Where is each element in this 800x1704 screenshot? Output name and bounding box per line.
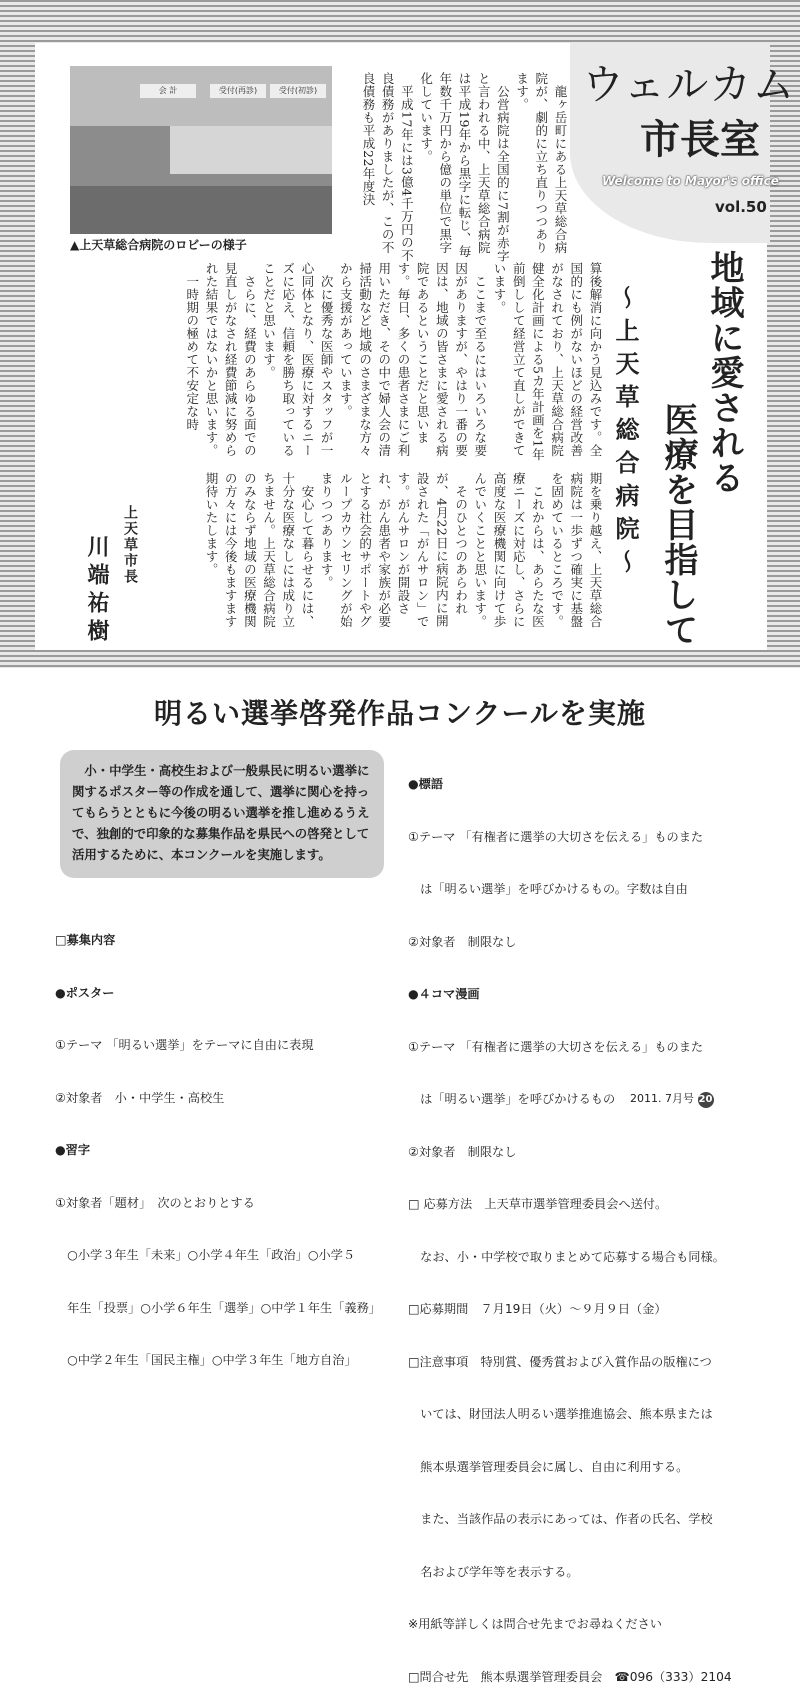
list-item: ●ポスター	[55, 985, 115, 1000]
paragraph: 一時期の極めて不安定な時	[184, 274, 200, 431]
list-item: なお、小・中学校で取りまとめて応募する場合も同様。	[408, 1249, 725, 1264]
list-item: は「明るい選挙」を呼びかけるもの	[408, 1092, 616, 1106]
paragraph: 龍ヶ岳町にある上天草総合病院が、劇的に立ち直りつつあります。	[514, 72, 568, 254]
list-item: ○中学２年生「国民主権」○中学３年生「地方自治」	[55, 1353, 357, 1367]
list-item: ①テーマ 「有権者に選挙の大切さを伝える」ものまた	[408, 829, 704, 844]
column-english: Welcome to Mayor's office	[602, 174, 779, 188]
list-item: また、当該作品の表示にあっては、作者の氏名、学校	[408, 1512, 713, 1526]
list-item: ②対象者 小・中学生・高校生	[55, 1090, 225, 1105]
paragraph: さらに、経費のあらゆる面での見直しがなされ経費節減に努められた結果ではないかと思います。	[203, 262, 258, 457]
article-text-lower	[75, 262, 605, 462]
paragraph: これからは、あらたな医療ニーズに対応し、さらに高度な医療機関に向けて歩んでいくことと思います。	[472, 472, 546, 628]
list-item: ●４コマ漫画	[408, 987, 480, 1001]
paragraph: 次に優秀な医師やスタッフが一心同体となり、医療に対するニーズに応え、信頼を勝ち取っていることだと思います。	[261, 262, 335, 457]
list-item: □募集内容	[55, 933, 116, 947]
paragraph: ここまで至るにはいろいろな要因がありますが、やはり一番の要因は、地域の皆さまに愛される病院であるということだと思います。毎日、多くの患者さまにご利用いただき、その中で婦人会の清掃活動など地域のさまざまな方々から支援があっています。	[338, 262, 488, 457]
notice-title: 明るい選挙啓発作品コンクールを実施	[154, 697, 646, 730]
photo-sign-revisit: 受付(再診)	[210, 84, 266, 98]
list-item: 年生「投票」○小学６年生「選挙」○中学１年生「義務」	[55, 1300, 381, 1315]
list-item: 熊本県選挙管理委員会に属し、自由に利用する。	[408, 1459, 689, 1474]
paragraph: 算後解消に向かう見込みです。全国的にも例がないほどの経営改善がなされており、上天草総合病院健全化計画による5カ年計画を1年前倒しして経営立て直しができています。	[491, 262, 603, 461]
photo-sign-accounting: 会 計	[140, 84, 196, 98]
paragraph: そのひとつのあらわれが、4月22日に病院内に開設された「がんサロン」です。がんサロンが開設され、がん患者や家族が必要とする社会的サポートやグループカウンセリングが始まりつつあります。	[319, 472, 469, 628]
paragraph: 公営病院は全国的に7割が赤字と言われる中、上天草総合病院は平成19年から黒字に転じ、毎年数千万円から億の単位で黒字化しています。	[418, 72, 511, 262]
list-item: □ 応募方法 上天草市選挙管理委員会へ送付。	[408, 1197, 668, 1211]
notice-right-list	[408, 741, 732, 1704]
notice-intro: 小・中学生・高校生および一般県民に明るい選挙に関するポスター等の作成を通して、選挙に関心を持ってもらうとともに今後の明るい選挙を推し進めるうえで、独創的で印象的な募集作品を県民への啓発として活用するために、本コンクールを実施します。	[60, 750, 384, 878]
list-item: ●習字	[55, 1143, 91, 1157]
photo-counter	[170, 126, 332, 174]
article-subtitle: ～上天草総合病院～	[611, 285, 639, 582]
list-item: ②対象者 制限なし	[408, 934, 517, 949]
list-item: ●標語	[408, 777, 444, 791]
list-item: ※用紙等詳しくは問合せ先までお尋ねください	[408, 1617, 662, 1631]
list-item: ○小学３年生「未来」○小学４年生「政治」○小学５	[55, 1248, 356, 1262]
volume-number: vol.50	[715, 198, 767, 216]
page-number: 20	[698, 1092, 714, 1108]
list-item: □注意事項 特別賞、優秀賞および入賞作品の版権につ	[408, 1354, 712, 1369]
list-item: 名および学年等を表示する。	[408, 1564, 579, 1579]
article-text-bottom	[203, 472, 605, 637]
paragraph: 平成17年には3億4千万円の不良債務がありましたが、この不良債務も平成22年度決	[360, 72, 415, 262]
photo-sign-first-visit: 受付(初診)	[270, 84, 326, 98]
notice-left-list	[55, 897, 381, 1387]
list-item: □応募期間 ７月19日（火）～９月９日（金）	[408, 1302, 667, 1316]
column-subtitle: 市長室	[640, 117, 760, 163]
list-item: ①テーマ 「明るい選挙」をテーマに自由に表現	[55, 1038, 314, 1052]
signature-role: 上天草市長	[122, 505, 138, 585]
page-footer	[630, 1090, 714, 1108]
column-title: ウェルカム	[582, 60, 796, 109]
photo-floor	[70, 186, 332, 234]
issue-label: 2011. 7月号	[630, 1092, 694, 1105]
photo-caption: ▲上天草総合病院のロビーの様子	[70, 238, 247, 252]
paragraph: 安心して暮らせるには、十分な医療なしには成り立ちません。上天草総合病院のみならず地域の医療機関の方々には今後もますます期待いたします。	[203, 472, 315, 628]
list-item: ①対象者「題材」 次のとおりとする	[55, 1195, 255, 1210]
list-item: ②対象者 制限なし	[408, 1144, 517, 1159]
article-text-upper	[345, 72, 570, 262]
article-title-line2: 医療を目指して	[658, 402, 698, 647]
paragraph: 期を乗り越え、上天草総合病院は一歩ずつ確実に基盤を固めているところです。	[549, 472, 603, 628]
signature-name: 川端祐樹	[84, 535, 110, 647]
hospital-lobby-photo	[70, 66, 332, 234]
article-title-line1: 地域に愛される	[704, 250, 744, 495]
list-item: は「明るい選挙」を呼びかけるもの。字数は自由	[408, 882, 688, 896]
list-item: ①テーマ 「有権者に選挙の大切さを伝える」ものまた	[408, 1039, 704, 1054]
list-item: いては、財団法人明るい選挙推進協会、熊本県または	[408, 1407, 713, 1421]
list-item: □問合せ先 熊本県選挙管理委員会 ☎096（333）2104	[408, 1669, 732, 1684]
